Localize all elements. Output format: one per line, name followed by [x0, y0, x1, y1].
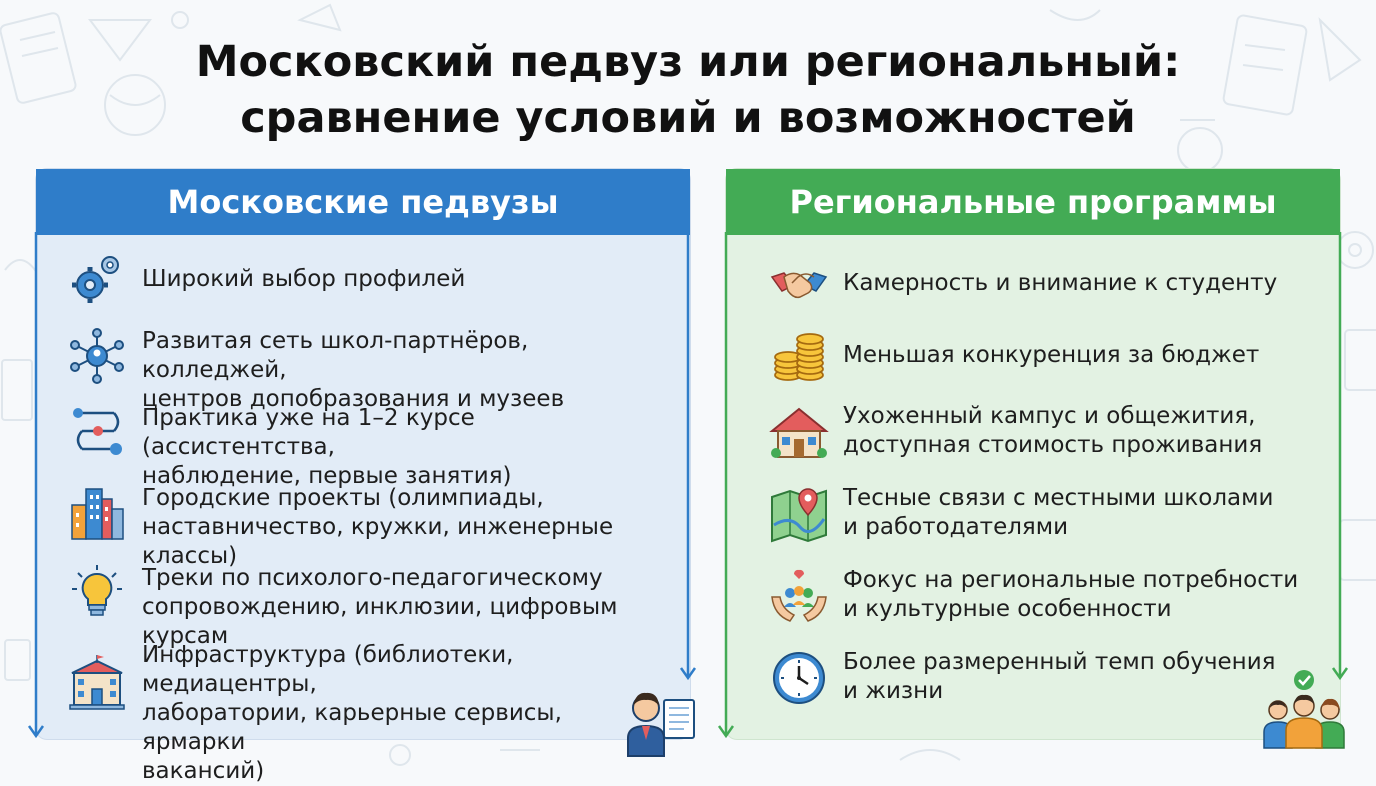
item-line: Ухоженный кампус и общежития, [843, 403, 1256, 429]
regional-panel-heading: Региональные программы [726, 169, 1340, 235]
item-line: Развитая сеть школ-партнёров, колледжей, [142, 328, 529, 383]
item-line: и работодателями [843, 514, 1069, 540]
regional-items-list [726, 235, 1340, 739]
item-line: Инфраструктура (библиотеки, медиацентры, [142, 642, 514, 697]
item-line: Фокус на региональные потребности [843, 567, 1299, 593]
list-item [726, 399, 1340, 465]
left-edge-arrow [716, 232, 736, 742]
list-item [36, 481, 690, 569]
page-title [0, 34, 1376, 146]
list-item [726, 327, 1340, 387]
group-people-check-icon [1262, 668, 1346, 748]
network-icon [68, 327, 126, 385]
item-line: лаборатории, карьерные сервисы, ярмарки [142, 700, 562, 755]
gears-icon [68, 251, 126, 309]
item-line: вакансий) [142, 758, 265, 784]
lightbulb-icon [68, 563, 126, 621]
item-line: Городские проекты (олимпиады, [142, 485, 544, 511]
item-line: доступная стоимость проживания [843, 432, 1263, 458]
list-item [36, 401, 690, 489]
city-buildings-icon [68, 483, 126, 541]
item-line: наблюдение, первые занятия) [142, 463, 512, 489]
item-line: и культурные особенности [843, 596, 1172, 622]
process-flow-icon [68, 403, 126, 461]
clock-icon [770, 649, 828, 707]
item-line: Камерность и внимание к студенту [843, 270, 1278, 296]
page-title-line-1: Московский педвуз или региональный: [195, 37, 1181, 87]
house-icon [770, 403, 828, 461]
item-line: наставничество, кружки, инженерные классы) [142, 514, 614, 569]
item-text [142, 641, 662, 786]
regional-programs-panel [725, 168, 1341, 740]
item-text [843, 402, 1333, 460]
item-text [142, 404, 662, 491]
list-item [36, 641, 690, 784]
item-text [843, 269, 1333, 298]
item-text [843, 648, 1333, 706]
item-line: сопровождению, инклюзии, цифровым курсам [142, 594, 618, 649]
moscow-items-list [36, 235, 690, 784]
item-line: Практика уже на 1–2 курсе (ассистентства, [142, 405, 475, 460]
right-edge-arrow [678, 232, 698, 684]
item-text [843, 484, 1333, 542]
item-text [142, 564, 662, 651]
list-item [726, 481, 1340, 547]
list-item [36, 323, 690, 412]
item-line: центров допобразования и музеев [142, 386, 565, 412]
item-line: и жизни [843, 678, 944, 704]
item-text [843, 341, 1333, 370]
handshake-icon [770, 255, 828, 313]
item-line: Треки по психолого-педагогическому [142, 565, 603, 591]
left-edge-arrow [26, 232, 46, 742]
list-item [726, 645, 1340, 711]
page-title-line-2: сравнение условий и возможностей [240, 93, 1136, 143]
item-line: Более размеренный темп обучения [843, 649, 1276, 675]
item-line: Меньшая конкуренция за бюджет [843, 342, 1260, 368]
map-pin-icon [770, 485, 828, 543]
item-text [142, 484, 662, 571]
item-line: Широкий выбор профилей [142, 266, 466, 292]
right-edge-arrow [1330, 232, 1350, 684]
list-item [726, 255, 1340, 315]
hands-people-icon [770, 567, 828, 625]
item-text [843, 566, 1333, 624]
teacher-with-document-icon [624, 680, 698, 756]
list-item [726, 563, 1340, 629]
list-item [36, 251, 690, 311]
item-line: Тесные связи с местными школами [843, 485, 1274, 511]
coins-icon [770, 327, 828, 385]
moscow-universities-panel [35, 168, 691, 784]
item-text [142, 265, 662, 294]
university-building-icon [68, 653, 126, 711]
moscow-panel-heading: Московские педвузы [36, 169, 690, 235]
list-item [36, 561, 690, 649]
